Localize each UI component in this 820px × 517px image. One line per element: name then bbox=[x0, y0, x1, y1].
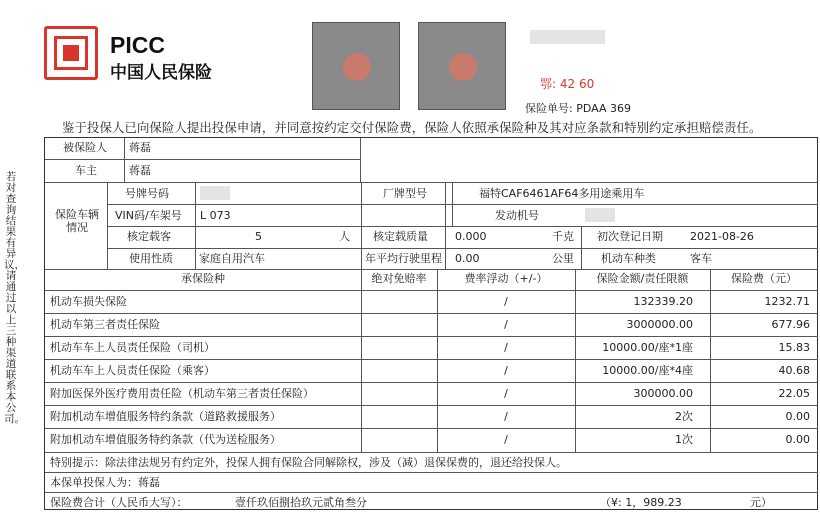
mass-label: 核定载质量 bbox=[373, 230, 428, 243]
kind-label: 机动车种类 bbox=[601, 252, 656, 265]
vin-value: L 073 bbox=[200, 209, 231, 222]
reg-date-value: 2021-08-26 bbox=[690, 230, 754, 243]
stamp-text: 鄂: 42 60 bbox=[540, 77, 595, 91]
model-value: 福特CAF6461AF64多用途乘用车 bbox=[479, 187, 645, 200]
special-notice: 特别提示：除法律法规另有约定外，投保人拥有保险合同解除权，涉及（减）退保保费的，退还给投保人。 bbox=[50, 456, 567, 469]
engine-label: 发动机号 bbox=[495, 209, 539, 222]
header-deductible: 绝对免赔率 bbox=[371, 272, 427, 285]
logo-text-cn: 中国人民保险 bbox=[110, 63, 212, 83]
mileage-value: 0.00 bbox=[455, 252, 480, 265]
qr-code-1 bbox=[312, 22, 400, 110]
side-note: 若对查询结果有异议，请通过以上三种渠道联系本公司。 bbox=[4, 171, 25, 426]
insured-label: 被保险人 bbox=[63, 141, 107, 154]
capacity-unit: 人 bbox=[339, 230, 350, 243]
reg-date-label: 初次登记日期 bbox=[597, 230, 663, 243]
use-label: 使用性质 bbox=[129, 252, 173, 265]
header-premium: 保险费（元） bbox=[731, 272, 797, 285]
use-value: 家庭自用汽车 bbox=[199, 252, 265, 265]
total-unit: 元） bbox=[750, 496, 772, 509]
policy-number: 保险单号: PDAA 369 bbox=[525, 102, 631, 115]
owner-value: 蒋磊 bbox=[129, 164, 151, 177]
model-label: 厂牌型号 bbox=[383, 187, 427, 200]
capacity-label: 核定载客 bbox=[127, 230, 171, 243]
mass-value: 0.000 bbox=[455, 230, 487, 243]
owner-label: 车主 bbox=[75, 164, 97, 177]
capacity-value: 5 bbox=[255, 230, 262, 243]
vehicle-section-label: 保险车辆情况 bbox=[55, 208, 99, 234]
header-amount: 保险金额/责任限额 bbox=[596, 272, 689, 285]
qr-code-2 bbox=[418, 22, 506, 110]
mileage-unit: 公里 bbox=[552, 252, 574, 265]
mileage-label: 年平均行驶里程 bbox=[365, 252, 442, 265]
logo-text-en: PICC bbox=[110, 32, 165, 58]
total-label: 保险费合计（人民币大写）： bbox=[50, 496, 188, 509]
total-words: 壹仟玖佰捌拾玖元贰角叁分 bbox=[235, 496, 367, 509]
total-amount: （¥: 1，989.23 bbox=[600, 496, 682, 509]
header-rate: 费率浮动（+/-） bbox=[464, 272, 548, 285]
picc-logo-mark bbox=[44, 26, 98, 80]
redacted-block bbox=[530, 30, 605, 44]
applicant: 本保单投保人为：蒋磊 bbox=[50, 476, 160, 489]
header-coverage: 承保险种 bbox=[181, 272, 225, 285]
mass-unit: 千克 bbox=[552, 230, 574, 243]
notice-text: 鉴于投保人已向保险人提出投保申请，并同意按约定交付保险费，保险人依照承保险种及其对应条款和特别约定承担赔偿责任。 bbox=[62, 120, 762, 135]
insured-value: 蒋磊 bbox=[129, 141, 151, 154]
policy-table: 被保险人 蒋磊 车主 蒋磊 保险车辆情况 号牌号码 厂牌型号 福特CAF6461AF64多用途乘用车 VIN码/车架号 L 073 发动机号 核定载客 5 人 核定载质量 0.000 千克 初次登记日期 2021-08-26 使用性质 家庭自用汽车 年平均行驶里程 0.00 公里 机动车种类 客车 承保险种 绝对免赔率 费率浮动（+/-） 保险金额/责任限额 保险费（元） 机动车损失保险 / 132339.20 1232.71 机动车第三者责任保险 / 3000000.00 677.96 机动车车上人员责任保险（司机） / 10000.00/座*1座 15.83 机动车车上人员责任保险（乘客） / 10000.00/座*4座 40.68 附加医保外医疗费用责任险（机动车第三者责任保险） / 300000.00 22.05 附加机动车增值服务特约条款（道路救援服务） / 2次 0.00 附加机动车增值服务特约条款（代为送检服务） / 1次 0.00 特别提示：除法律法规另有约定外，投保人拥有保险合同解除权，涉及（减）退保保费的，退还给投保人。 本保单投保人为：蒋磊 保险费合计（人民币大写）： 壹仟玖佰捌拾玖元贰角叁分 （¥: 1，989.23 元） bbox=[44, 137, 818, 510]
plate-label: 号牌号码 bbox=[125, 187, 169, 200]
kind-value: 客车 bbox=[690, 252, 712, 265]
vin-label: VIN码/车架号 bbox=[115, 209, 182, 222]
